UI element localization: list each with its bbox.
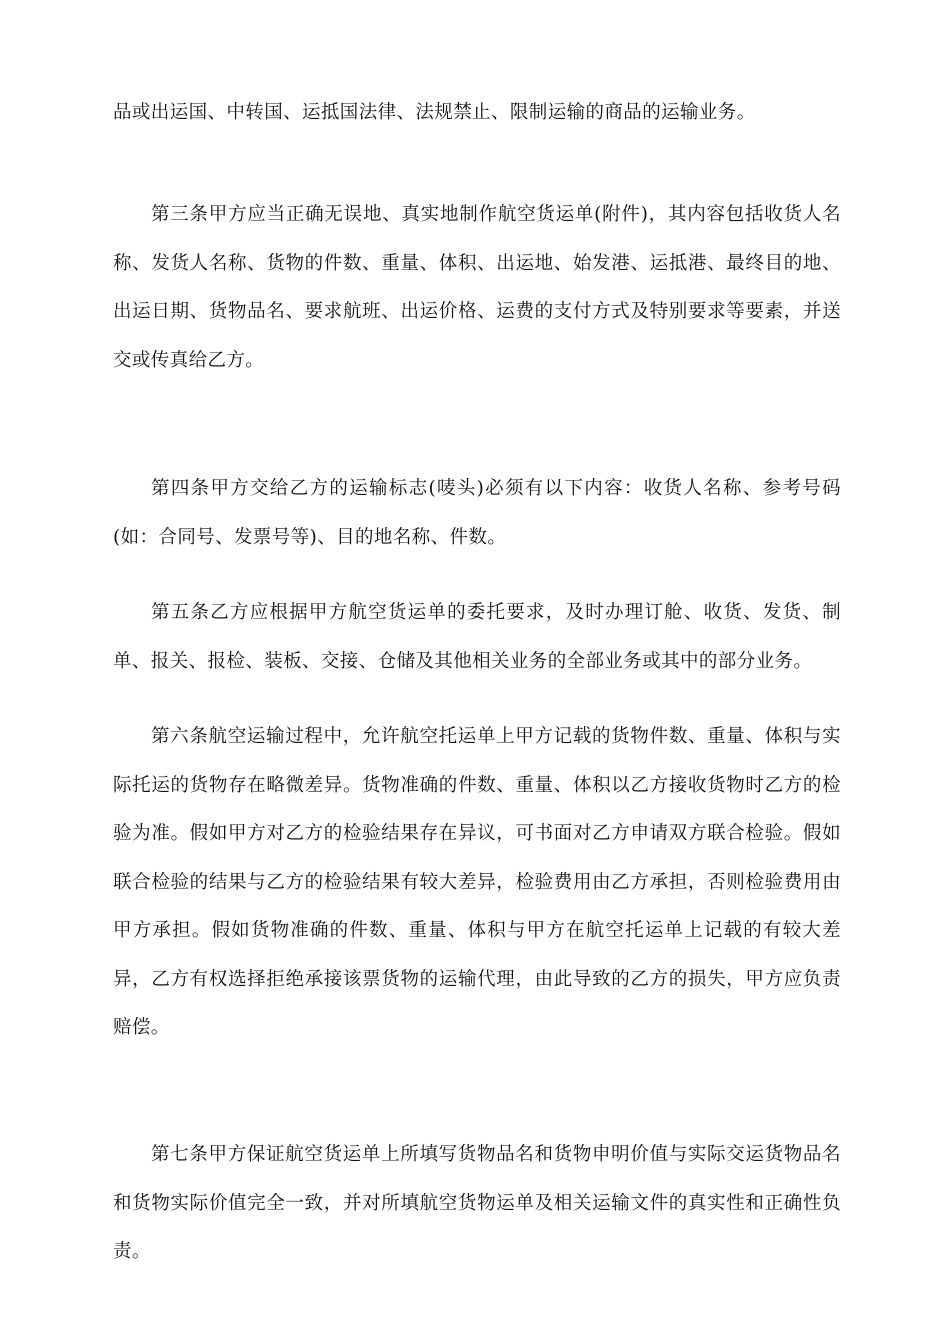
paragraph-continuation: 品或出运国、中转国、运抵国法律、法规禁止、限制运输的商品的运输业务。	[113, 102, 756, 123]
paragraph-article-5: 第五条乙方应根据甲方航空货运单的委托要求，及时办理订舱、收货、发货、制单、报关、报检、装板、交接、仓储及其他相关业务的全部业务或其中的部分业务。	[113, 602, 841, 672]
paragraph-article-3: 第三条甲方应当正确无误地、真实地制作航空货运单(附件)，其内容包括收货人名称、发货人名称、货物的件数、重量、体积、出运地、始发港、运抵港、最终目的地、出运日期、货物品名、要求航班、出运价格、运费的支付方式及特别要求等要素，并送交或传真给乙方。	[113, 204, 841, 371]
paragraph-article-6: 第六条航空运输过程中，允许航空托运单上甲方记载的货物件数、重量、体积与实际托运的货物存在略微差异。货物准确的件数、重量、体积以乙方接收货物时乙方的检验为准。假如甲方对乙方的检验结果存在异议，可书面对乙方申请双方联合检验。假如联合检验的结果与乙方的检验结果有较大差异，检验费用由乙方承担，否则检验费用由甲方承担。假如货物准确的件数、重量、体积与甲方在航空托运单上记载的有较大差异，乙方有权选择拒绝承接该票货物的运输代理，由此导致的乙方的损失，甲方应负责赔偿。	[113, 726, 841, 1038]
paragraph-article-4: 第四条甲方交给乙方的运输标志(唛头)必须有以下内容：收货人名称、参考号码(如：合同号、发票号等)、目的地名称、件数。	[113, 478, 841, 548]
paragraph-article-7: 第七条甲方保证航空货运单上所填写货物品名和货物申明价值与实际交运货物品名和货物实际价值完全一致，并对所填航空货物运单及相关运输文件的真实性和正确性负责。	[113, 1144, 841, 1262]
